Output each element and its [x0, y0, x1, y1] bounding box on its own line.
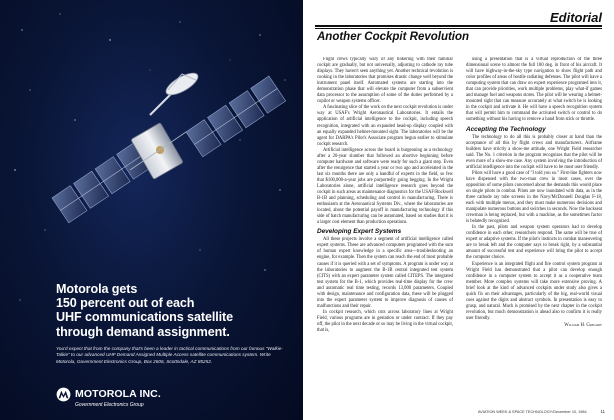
ad-company-name: MOTOROLA INC. — [75, 388, 161, 400]
header-rule-thin — [315, 28, 602, 29]
paragraph: In the past, pilots and weapon system operators had to develop confidence in each other, researchers respond. The same will be true of expert or adaptive systems. If the pilot's instincts in combat maneuvering are to break left and the computer says to break right, by a substantial amount of successful test and experience will bring the pilot to accept the computer choice. — [466, 225, 602, 261]
solar-array-lower — [52, 142, 152, 223]
section-label: Editorial — [549, 10, 602, 25]
ad-division-name: Government Electronics Group — [75, 402, 144, 408]
paragraph: The technology to do all this is probably closer at hand than the acceptance of all this by flight crews and manufacturers. Airframe builders have strictly a show-me attitude, one Wright Field researcher said. The No. 1 criterion in the program recognizes that the pilot will be even more of a show-me case. Any system involving the introduction of artificial intelligence into the cockpit will have to be most user friendly. — [466, 134, 602, 170]
paragraph: Flight crews typically wary of any tinkering with their familiar cockpit are gradually, but not universally, adjusting to cathode ray tube displays. They haven't seen anything yet. Another technical revolution is cooking in the laboratories that promises drastic change well beyond the instrument panel itself. Automated systems are starting into the demonstration phase that will elevate the computer from a subservient data processor to the assumption of some of the duties performed by a copilot or weapon systems officer. — [317, 57, 453, 105]
paragraph: In cockpit research, which cuts across laboratory lines at Wright Field, various programs are in gestation or under contract. If they pay off, the pilot in the next decade or so may be living in the virtual cockpit, that is, — [317, 309, 453, 334]
header-rule — [315, 25, 602, 27]
ad-logo-row — [56, 386, 161, 402]
motorola-advertisement — [0, 0, 303, 420]
motorola-logo-icon — [56, 387, 71, 402]
paragraph: using a presentation that is a virtual reproduction of the three dimensional scene to almost the full 180 deg. in front of his aircraft. It will have highway-in-the-sky type navigation to show flight path and color profiles of areas of hostile radiating defenses. The pilot will have a computing system that can draw on expert experience programed into it, that can provide priorities, work multiple problems, play what-if games and manage fuel and weapons stores. The pilot will be wearing a helmet-mounted sight that can measure accurately at what switch he is looking in the cockpit and activate it. He will have a speech recognition system that will permit him to command the activated switch or control to do something without his having to remove a hand from stick or throttle. — [466, 57, 602, 123]
author-signature: William H. Gregory — [564, 322, 602, 328]
ad-headline: Motorola gets 150 percent out of each UHF communications satellite through demand assignment. — [56, 282, 234, 339]
paragraph: All these projects involve a segment of artificial intelligence called expert systems. These are advanced computers programed with the sum of human expert knowledge in a specific area—troubleshooting an engine, for example. Then the system can reach the end of most probable causes if it is queried with a set of symptoms. A program is under way at the laboratories to augment the B-1B central integrated test system (CITS) with an expert parameter system called CITEPS. The integrated test system for the B-1, which provides real-time display for the crew and automatic real time testing, records 13,000 parameters. Coupled with design, maintenance and configuration data, these will be plugged into the expert parameter system to improve diagnosis of causes of malfunctions and their repair. — [317, 237, 453, 309]
ad-body-copy: You'd expect that from the company that's been a leader in tactical communications from our famous "Walkie-Talkie" to our advanced UHF Demand Assigned Multiple Access satellite communications system. Write Motorola, Government Electronics Group, Box 2606, Scottsdale, AZ 85252. — [56, 346, 283, 364]
paragraph: A fascinating slice of the work on the next cockpit revolution is under way at USAF's Wright Aeronautical Laboratories. It entails the application of artificial intelligence to the cockpit, including speech recognition, integrated with an expanded head-up display coupled with an equally expanded helmet-mounted sight. The laboratories will be the agent for DARPA's Pilot's Associate program begun earlier to stimulate cockpit research. — [317, 105, 453, 147]
satellite-image — [0, 20, 303, 300]
paragraph: Artificial intelligence across the board is burgeoning as a technology after a 20-year slumber that followed an abortive beginning before computer hardware and software were ready for such a giant step. Even after the resurgence that started a year or two ago and accelerated in the last six months there are only a handful of experts in the field, so few that $100,000-a-year jobs are purportedly going begging. In the Wright Laboratories alone, artificial intelligence research goes beyond the cockpit in such areas as maintenance diagnostics for the USAF/Rockwell B-1B and planning, scheduling and control in manufacturing. There is enthusiasm at the Aeronautical Systems Div., where the laboratories are located, about the potential payoff in manufacturing technology if this side of batch manufacturing can be automated, based on studies that it is a larger cost element than production operations. — [317, 147, 453, 226]
article-column-right — [466, 57, 602, 402]
editorial-page — [303, 0, 614, 420]
paragraph: Experience is an integrated flight and fire control system program at Wright Field has demonstrated that a pilot can develop enough confidence in a computer system to accept it as a cooperative team member. More complex systems will take more extensive proving. A brief look at the kind of advanced cockpits under study also gives a quick fix on their advantages, particularly of the big, real-world visual cues against the digits and abstract symbols. In presentation is easy to grasp, and natural. Much is promised by the next chapter in the cockpit revolution, but much demonstration is ahead also to confirm it is really user friendly. — [466, 261, 602, 321]
page-number: 11 — [600, 409, 605, 414]
article-title: Another Cockpit Revolution — [317, 31, 470, 43]
article-column-left — [317, 57, 453, 402]
solar-array-upper — [186, 76, 286, 157]
subhead: Accepting the Technology — [466, 125, 546, 133]
page-footer: AVIATION WEEK & SPACE TECHNOLOGY/December 10, 1984 — [478, 410, 587, 414]
subhead: Developing Expert Systems — [317, 228, 402, 236]
paragraph: Pilots will have a good case of "I told you so." First-line fighters now have dispensed with the two-man crew in most cases, over the opposition of some pilots concerned about the demands this would place on single pilots in combat. Pilots are now inundated with data, as in the three cathode ray tube screens in the Navy/McDonnell Douglas F-18, each with multiple menus, and they must make numerous decisions and manipulate numerous buttons and switches in seconds. Now the backseat crewman is being replaced, but with a machine, as the sometimes factor is belatedly recognized. — [466, 170, 602, 225]
